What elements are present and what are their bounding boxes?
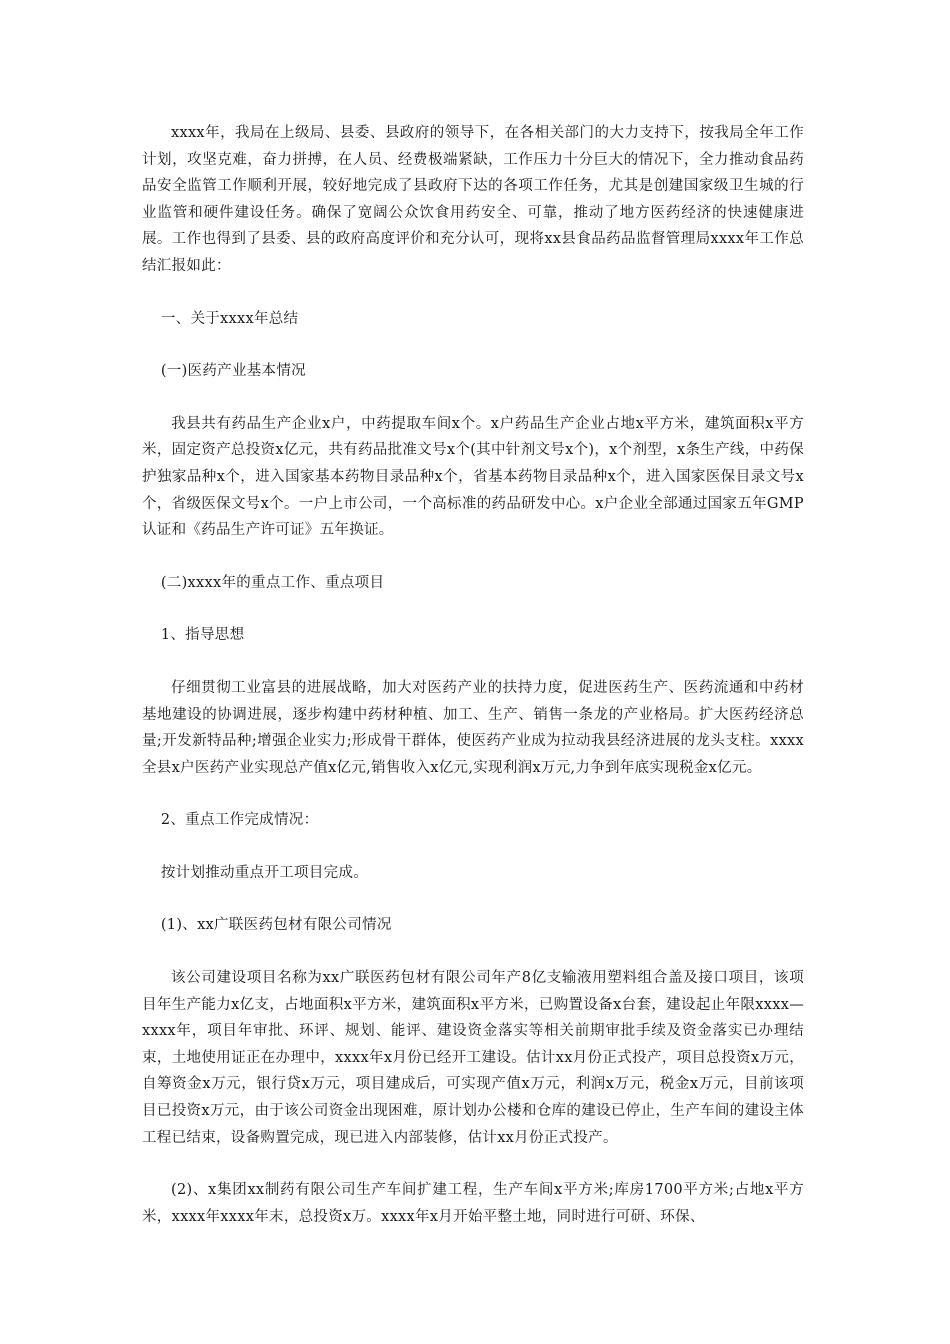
item-text: 按计划推动重点开工项目完成。 bbox=[160, 864, 369, 881]
document-page bbox=[142, 120, 804, 1230]
item-heading: 1、指导思想 bbox=[160, 627, 245, 644]
case-heading: (1)、xx广联医药包材有限公司情况 bbox=[160, 917, 392, 934]
guiding-thought-paragraph: 仔细贯彻工业富县的进展战略，加大对医药产业的扶持力度，促进医药生产、医药流通和中药材基地建设的协调进展，逐步构建中药材种植、加工、生产、销售一条龙的产业格局。扩大医药经济总量;开发新特品种;增强企业实力;形成骨干群体，使医药产业成为拉动我县经济进展的龙头支柱。xxxx全县x户医药产业实现总产值x亿元,销售收入x亿元,实现利润x万元,力争到年底实现税金x亿元。 bbox=[142, 679, 804, 776]
spacer bbox=[142, 886, 804, 912]
case1-paragraph: 该公司建设项目名称为xx广联医药包材有限公司年产8亿支输液用塑料组合盖及接口项目，该项目年生产能力x亿支，占地面积x平方米，建筑面积x平方米，已购置设备x台套，建设起止年限xxxx—xxxx年，项目年审批、环评、规划、能评、建设资金落实等相关前期审批手续及资金落实已办理结束，土地使用证正在办理中，xxxx年x月份已经开工建设。估计xx月份正式投产，项目总投资x万元，自筹资金x万元，银行贷x万元，项目建成后，可实现产值x万元，利润x万元，税金x万元，目前该项目已投资x万元，由于该公司资金出现困难，原计划办公楼和仓库的建设已停止，生产车间的建设主体工程已结束，设备购置完成，现已进入内部装修，估计xx月份正式投产。 bbox=[142, 970, 804, 1146]
spacer bbox=[142, 332, 804, 358]
intro-paragraph: xxxx年，我局在上级局、县委、县政府的领导下，在各相关部门的大力支持下，按我局全年工作计划，攻坚克难，奋力拼搏，在人员、经费极端紧缺，工作压力十分巨大的情况下，全力推动食品药品安全监管工作顺利开展，较好地完成了县政府下达的各项工作任务，尤其是创建国家级卫生城的行业监管和硬件建设任务。确保了宽阔公众饮食用药安全、可靠，推动了地方医药经济的快速健康进展。工作也得到了县委、县的政府高度评价和充分认可，现将xx县食品药品监督管理局xxxx年工作总结汇报如此： bbox=[142, 125, 804, 274]
spacer bbox=[142, 781, 804, 807]
section-heading: 一、关于xxxx年总结 bbox=[160, 310, 299, 327]
item-heading: 2、重点工作完成情况： bbox=[160, 812, 319, 829]
spacer bbox=[142, 544, 804, 570]
spacer bbox=[142, 649, 804, 675]
spacer bbox=[142, 1151, 804, 1177]
spacer bbox=[142, 939, 804, 965]
spacer bbox=[142, 834, 804, 860]
case2-paragraph: (2)、x集团xx制药有限公司生产车间扩建工程，生产车间x平方米;库房1700平方米;占地x平方米，xxxx年xxxx年末，总投资x万。xxxx年x月开始平整土地，同时进行可研、环保、 bbox=[142, 1182, 804, 1225]
spacer bbox=[142, 385, 804, 411]
industry-overview-paragraph: 我县共有药品生产企业x户，中药提取车间x个。x户药品生产企业占地x平方米，建筑面积x平方米，固定资产总投资x亿元，共有药品批准文号x个(其中针剂文号x个)，x个剂型，x条生产线，中药保护独家品种x个，进入国家基本药物目录品种x个，省基本药物目录品种x个，进入国家医保目录文号x个，省级医保文号x个。一户上市公司，一个高标准的药品研发中心。x户企业全部通过国家五年GMP认证和《药品生产许可证》五年换证。 bbox=[142, 415, 804, 539]
subsection-heading: (二)xxxx年的重点工作、重点项目 bbox=[160, 574, 385, 591]
spacer bbox=[142, 280, 804, 306]
spacer bbox=[142, 596, 804, 622]
subsection-heading: (一)医药产业基本情况 bbox=[160, 363, 306, 380]
